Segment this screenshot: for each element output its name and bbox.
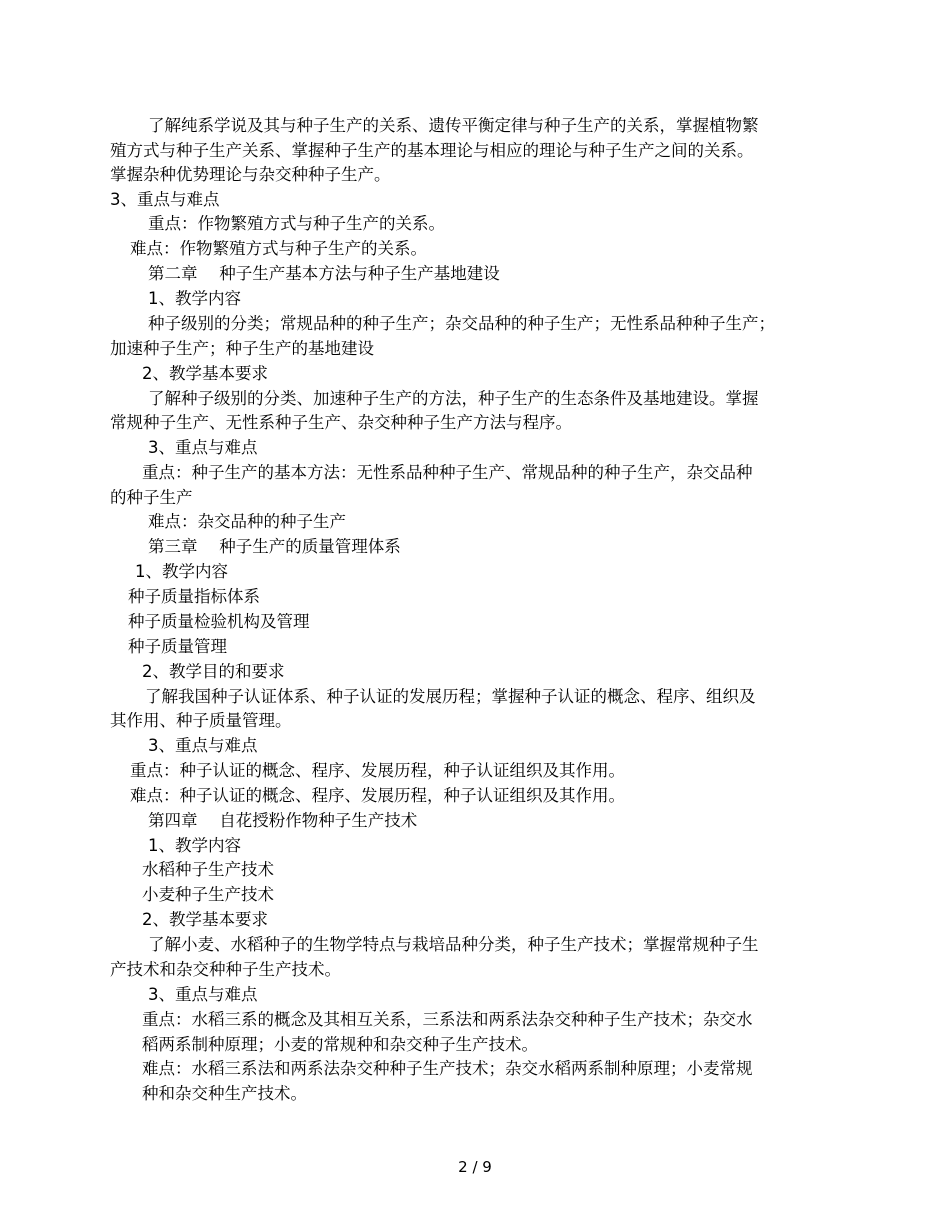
text-line: 重点：种子认证的概念、程序、发展历程，种子认证组织及其作用。	[130, 761, 625, 780]
text-line: 了解纯系学说及其与种子生产的关系、遗传平衡定律与种子生产的关系，掌握植物繁	[148, 116, 759, 135]
text-line: 了解种子级别的分类、加速种子生产的方法，种子生产的生态条件及基地建设。掌握	[148, 389, 759, 408]
text-line: 种子质量检验机构及管理	[128, 612, 310, 631]
section-heading: 3、重点与难点	[110, 190, 220, 209]
page-number: 2 / 9	[458, 1158, 492, 1176]
text-line: 加速种子生产；种子生产的基地建设	[110, 339, 374, 358]
text-line: 其作用、种子质量管理。	[110, 711, 292, 730]
text-line: 种子质量指标体系	[128, 587, 260, 606]
section-heading: 1、教学内容	[148, 289, 241, 308]
section-heading: 1、教学内容	[135, 562, 228, 581]
section-heading: 3、重点与难点	[148, 736, 258, 755]
text-line: 种子级别的分类；常规品种的种子生产；杂交品种的种子生产；无性系品种种子生产；	[148, 314, 775, 333]
section-heading: 1、教学内容	[148, 836, 241, 855]
text-line: 了解我国种子认证体系、种子认证的发展历程；掌握种子认证的概念、程序、组织及	[145, 687, 756, 706]
section-heading: 3、重点与难点	[148, 438, 258, 457]
text-line: 殖方式与种子生产关系、掌握种子生产的基本理论与相应的理论与种子生产之间的关系。	[110, 141, 754, 160]
chapter-heading: 第二章 种子生产基本方法与种子生产基地建设	[148, 264, 500, 283]
text-line: 难点：种子认证的概念、程序、发展历程，种子认证组织及其作用。	[130, 786, 625, 805]
chapter-heading: 第三章 种子生产的质量管理体系	[148, 537, 401, 556]
text-line: 掌握杂种优势理论与杂交种种子生产。	[110, 165, 391, 184]
text-line: 了解小麦、水稻种子的生物学特点与栽培品种分类，种子生产技术；掌握常规种子生	[148, 935, 759, 954]
text-line: 种子质量管理	[128, 637, 227, 656]
text-line: 难点：作物繁殖方式与种子生产的关系。	[130, 239, 427, 258]
text-line: 水稻种子生产技术	[142, 860, 274, 879]
text-line: 重点：水稻三系的概念及其相互关系，三系法和两系法杂交种种子生产技术；杂交水	[142, 1010, 753, 1029]
section-heading: 2、教学基本要求	[142, 910, 268, 929]
section-heading: 2、教学基本要求	[142, 364, 268, 383]
text-line: 难点：水稻三系法和两系法杂交种种子生产技术；杂交水稻两系制种原理；小麦常规	[142, 1059, 753, 1078]
text-line: 稻两系制种原理；小麦的常规种和杂交种子生产技术。	[142, 1035, 538, 1054]
text-line: 常规种子生产、无性系种子生产、杂交种种子生产方法与程序。	[110, 413, 572, 432]
text-line: 小麦种子生产技术	[142, 885, 274, 904]
text-line: 的种子生产	[110, 488, 193, 507]
text-line: 重点：作物繁殖方式与种子生产的关系。	[148, 214, 445, 233]
chapter-heading: 第四章 自花授粉作物种子生产技术	[148, 811, 418, 830]
text-line: 种和杂交种生产技术。	[142, 1084, 307, 1103]
section-heading: 2、教学目的和要求	[142, 662, 285, 681]
section-heading: 3、重点与难点	[148, 985, 258, 1004]
text-line: 重点：种子生产的基本方法：无性系品种种子生产、常规品种的种子生产，杂交品种	[142, 463, 753, 482]
text-line: 产技术和杂交种种子生产技术。	[110, 960, 341, 979]
text-line: 难点：杂交品种的种子生产	[148, 512, 346, 531]
